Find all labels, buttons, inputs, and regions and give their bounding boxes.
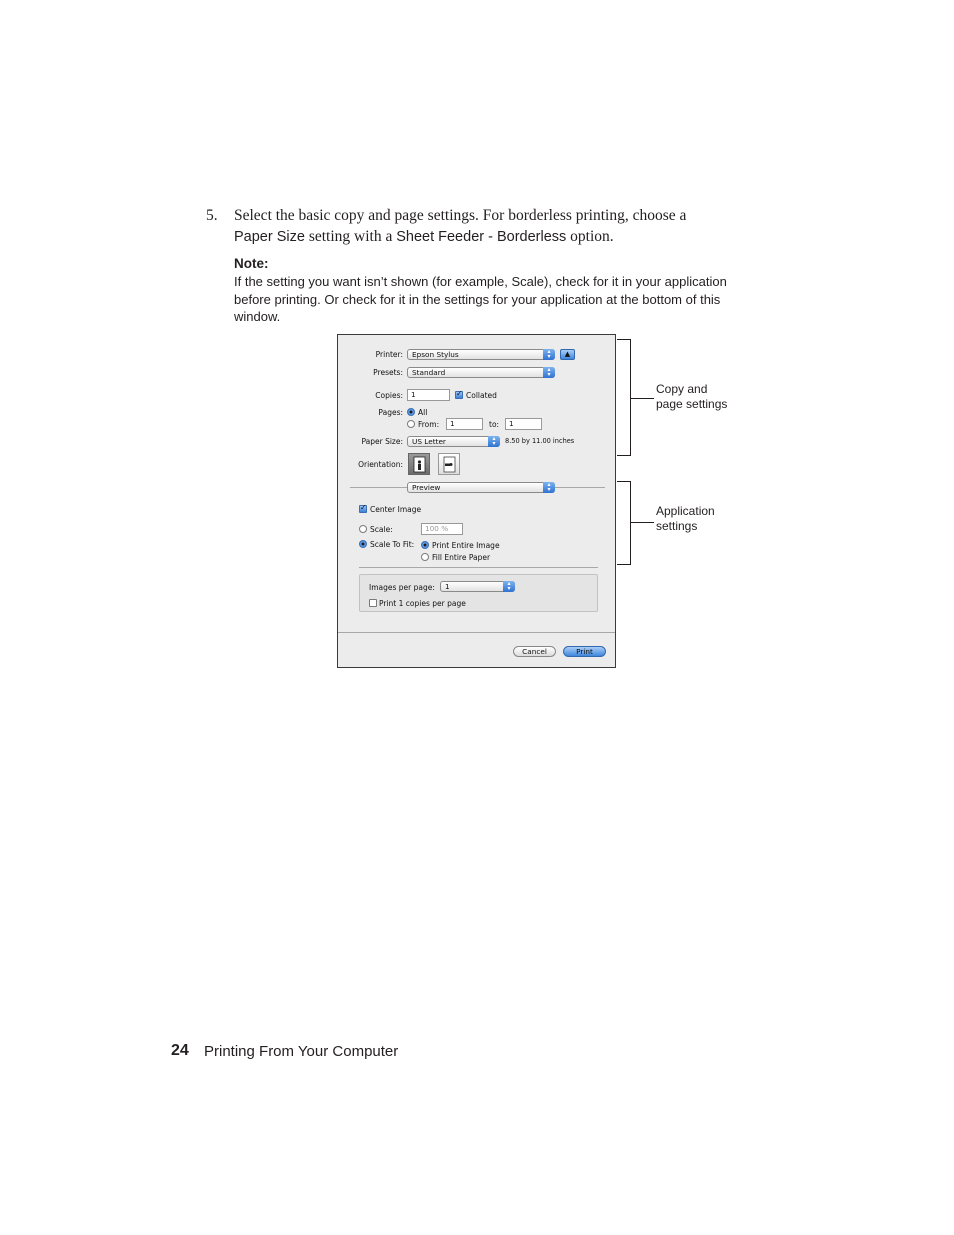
images-per-page-label: Images per page: [369,583,435,592]
application-settings-bracket [617,481,631,565]
note-part1: If the setting you want isn’t shown (for example, [234,274,508,289]
print-dialog [337,334,616,668]
scale-to-fit-radio[interactable] [359,540,367,548]
center-image-label: Center Image [370,505,422,514]
note-label: Note: [234,256,269,271]
application-settings-callout [656,504,715,534]
note-part2: ), check for it in your application before printing. Or check for it in the settings for your application at the bottom of this window. [234,274,727,324]
portrait-orientation-button[interactable] [408,453,430,475]
paper-dimensions: 8.50 by 11.00 inches [505,437,575,445]
pages-to-field[interactable]: 1 [505,418,542,430]
sheet-feeder-term: Sheet Feeder - Borderless [396,229,567,245]
copies-label: Copies: [375,391,403,400]
popup-arrows-icon: ▴ ▾ [543,482,555,493]
print-entire-image-radio[interactable] [421,541,429,549]
app-callout-line2: settings [656,519,698,533]
scale-field[interactable]: 100 % [421,523,463,535]
print-button[interactable]: Print [563,646,606,657]
printer-value: Epson Stylus [412,350,459,359]
paper-size-popup[interactable] [407,436,500,447]
note-scale-term: Scale [511,274,545,289]
fill-entire-paper-label: Fill Entire Paper [432,553,491,562]
copy-settings-leader [631,398,654,399]
bottom-divider [338,632,615,633]
collated-checkbox[interactable] [455,391,463,399]
collated-label: Collated [466,391,497,400]
step-text-part3: option. [570,228,614,245]
images-per-page-popup[interactable] [440,581,515,592]
pages-from-radio[interactable] [407,420,415,428]
cancel-button[interactable]: Cancel [513,646,556,657]
application-settings-leader [631,522,654,523]
pages-all-label: All [418,408,428,417]
print-copies-per-page-label: Print 1 copies per page [379,599,466,608]
app-callout-line1: Application [656,504,715,518]
pages-all-radio[interactable] [407,408,415,416]
pages-label: Pages: [378,408,403,417]
page-number: 24 [171,1042,189,1059]
section-popup[interactable] [407,482,555,493]
landscape-icon [439,454,459,474]
scale-radio[interactable] [359,525,367,533]
step-text [234,205,754,248]
scale-label: Scale: [370,525,393,534]
step-text-part1: Select the basic copy and page settings. For borderless printing, choose a [234,207,687,224]
paper-size-value: US Letter [412,437,446,446]
landscape-orientation-button[interactable] [438,453,460,475]
pages-from-field[interactable]: 1 [446,418,483,430]
printer-popup[interactable] [407,349,555,360]
note-body [234,273,754,326]
orientation-label: Orientation: [358,460,403,469]
center-image-checkbox[interactable] [359,505,367,513]
copy-callout-line2: page settings [656,397,728,411]
print-copies-per-page-checkbox[interactable] [369,599,377,607]
popup-arrows-icon: ▴ ▾ [543,349,555,360]
images-per-page-group [359,574,598,612]
copy-settings-callout [656,382,727,412]
scale-to-fit-label: Scale To Fit: [370,540,415,549]
copies-field[interactable]: 1 [407,389,450,401]
copy-settings-bracket [617,339,631,456]
popup-arrows-icon: ▴ ▾ [488,436,500,447]
copy-callout-line1: Copy and [656,382,708,396]
pages-to-label: to: [489,420,500,429]
images-per-page-value: 1 [445,582,450,591]
presets-value: Standard [412,368,446,377]
pages-from-label: From: [418,420,440,429]
triangle-up-icon: ▲ [564,350,571,358]
step-text-part2: setting with a [308,228,393,245]
footer-title: Printing From Your Computer [204,1043,399,1060]
popup-arrows-icon: ▴ ▾ [503,581,515,592]
fill-entire-paper-radio[interactable] [421,553,429,561]
disclosure-button[interactable] [560,349,575,360]
presets-popup[interactable] [407,367,555,378]
print-entire-image-label: Print Entire Image [432,541,500,550]
portrait-icon [409,454,429,474]
printer-label: Printer: [375,350,403,359]
paper-size-term: Paper Size [234,229,305,245]
paper-size-label: Paper Size: [361,437,403,446]
popup-arrows-icon: ▴ ▾ [543,367,555,378]
divider [359,567,598,568]
step-number: 5. [206,207,218,224]
section-value: Preview [412,483,441,492]
presets-label: Presets: [373,368,403,377]
